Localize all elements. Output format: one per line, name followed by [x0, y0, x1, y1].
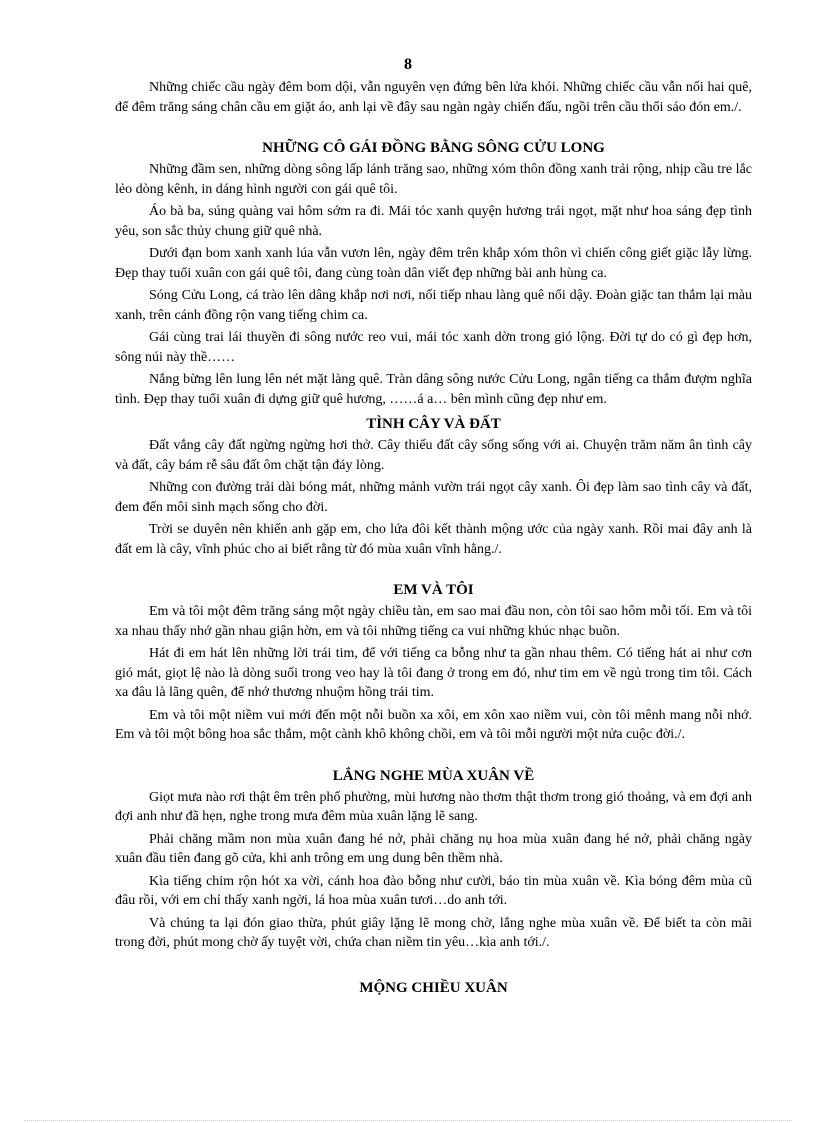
section-paragraph: Áo bà ba, súng quàng vai hôm sớm ra đi. Mái tóc xanh quyện hương trái ngọt, mặt như hoa sáng đẹp tình yêu, son sắc thủy chung giữ quê nhà. — [115, 204, 752, 239]
section-paragraph: Sóng Cửu Long, cá trào lên dâng khắp nơi nơi, nối tiếp nhau làng quê nổi dậy. Đoàn giặc tan thắm lại màu xanh, trên cánh đồng rộn vang tiếng chim ca. — [115, 288, 752, 323]
section-paragraph: Những đầm sen, những dòng sông lấp lánh trăng sao, những xóm thôn đồng xanh trải rộng, nhịp cầu tre lắc lẻo dòng kênh, in dáng hình người con gái quê tôi. — [115, 162, 752, 197]
section-paragraph: Giọt mưa nào rơi thật êm trên phố phường, mùi hương nào thơm thật thơm trong gió thoảng, và em đợi anh đợi anh như đã hẹn, nghe trong mưa đêm mùa xuân lặng lẽ sang. — [115, 789, 752, 824]
page-number: 8 — [404, 56, 412, 73]
section-paragraph: Dưới đạn bom xanh xanh lúa vẫn vươn lên, ngày đêm trên khắp xóm thôn vì chiến công giết giặc lẫy lừng. Đẹp thay tuổi xuân con gái quê tôi, đang cùng toàn dân viết đẹp những bài anh hùng ca. — [115, 246, 752, 281]
section-paragraph: Phải chăng mầm non mùa xuân đang hé nở, phải chăng nụ hoa mùa xuân đang hé nở, phải chăng ngày xuân đầu tiên đang gõ cửa, khi anh trông em ung dung bên thềm nhà. — [115, 831, 752, 866]
section-title: TÌNH CÂY VÀ ĐẤT — [366, 416, 501, 432]
section-paragraph: Em và tôi một niềm vui mới đến một nỗi buồn xa xôi, em xôn xao niềm vui, còn tôi mênh mang nỗi nhớ. Em và tôi một bông hoa sắc thắm, một cành khô không chồi, em và tôi mỗi người một nửa cuộc đời./. — [115, 707, 752, 742]
section-paragraph: Kìa tiếng chim rộn hót xa vời, cánh hoa đào bỗng như cười, báo tin mùa xuân về. Kìa bóng đêm mùa cũ đâu rồi, với em chỉ thấy xanh ngời, lá hoa mùa xuân tươi…do anh tới. — [115, 873, 752, 908]
section-paragraph: Hát đi em hát lên những lời trái tim, để với tiếng ca bỗng như ta gần nhau thêm. Có tiếng hát ai như cơn gió mát, giọt lệ nào là dòng suối trong veo hay là tôi đang ở trong em đó, như tim em về ngủ trong tim tôi. Cách xa đâu là lãng quên, để nhớ thương nhuộm hồng trái tim. — [115, 646, 752, 700]
section-paragraph: Nắng bừng lên lung lên nét mặt làng quê. Tràn dâng sông nước Cửu Long, ngân tiếng ca thắm đượm nghĩa tình. Đẹp thay tuổi xuân đi dựng giữ quê hương, ……á a… bên mình cũng đẹp như em. — [115, 372, 752, 407]
section-paragraph: Và chúng ta lại đón giao thừa, phút giây lặng lẽ mong chờ, lắng nghe mùa xuân về. Để biết ta còn mãi trong đời, phút mong chờ ấy tuyệt vời, chứa chan niềm tin yêu…kìa anh tới./. — [115, 915, 752, 950]
page-content — [115, 78, 752, 1000]
section-paragraph: Những con đường trải dài bóng mát, những mảnh vườn trái ngọt cây xanh. Ôi đẹp làm sao tình cây và đất, đem đến môi sinh mạch sống cho đời. — [115, 480, 752, 515]
section-title: LẮNG NGHE MÙA XUÂN VỀ — [332, 767, 535, 784]
section-title: MỘNG CHIỀU XUÂN — [359, 979, 508, 996]
section-paragraph: Đất vắng cây đất ngừng ngừng hơi thở. Cây thiếu đất cây sống sống với ai. Chuyện trăm năm ân tình cây và đất, cây bám rễ sâu đất ôm chặt tận đáy lòng. — [115, 438, 752, 473]
page-bottom-divider — [24, 1120, 792, 1121]
section-paragraph: Gái cùng trai lái thuyền đi sông nước reo vui, mái tóc xanh dờn trong gió lộng. Đời tự do có gì đẹp hơn, sông núi này thề…… — [115, 330, 752, 365]
intro-paragraph: Những chiếc cầu ngày đêm bom dội, vẫn nguyên vẹn đứng bên lửa khói. Những chiếc cầu vẫn nối hai quê, để đêm trăng sáng chân cầu em giặt áo, anh lại về đây sau ngàn ngày chiến đấu, ngồi trên cầu thổi sáo đón em./. — [115, 80, 752, 115]
section-title: NHỮNG CÔ GÁI ĐỒNG BẰNG SÔNG CỬU LONG — [262, 140, 605, 156]
section-title: EM VÀ TÔI — [393, 582, 474, 598]
section-paragraph: Em và tôi một đêm trăng sáng một ngày chiều tàn, em sao mai đầu non, còn tôi sao hôm mỗi tối. Em và tôi xa nhau thấy nhớ gần nhau giận hờn, em và tôi những tiếng ca vui những khúc nhạc buồn. — [115, 604, 752, 639]
section-paragraph: Trời se duyên nên khiến anh gặp em, cho lứa đôi kết thành mộng ước của ngày xanh. Rồi mai đây anh là đất em là cây, vĩnh phúc cho ai biết rằng từ đó mùa xuân vĩnh hằng./. — [115, 522, 752, 557]
